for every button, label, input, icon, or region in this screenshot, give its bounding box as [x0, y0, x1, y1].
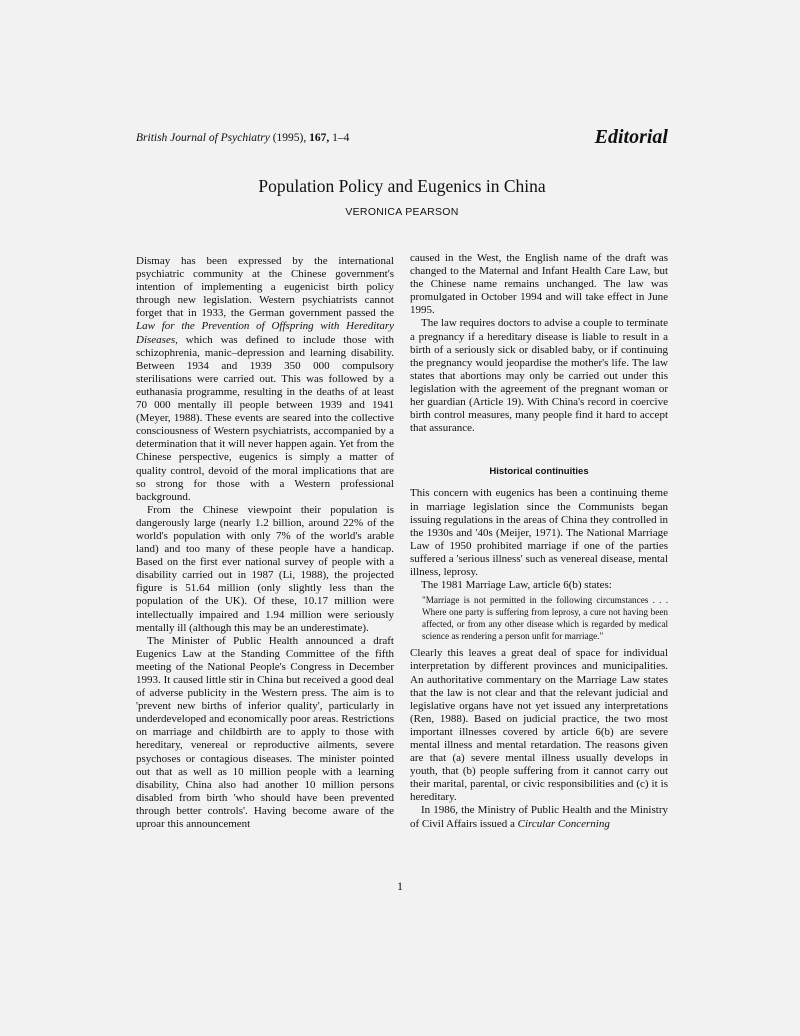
paragraph: caused in the West, the English name of the draft was changed to the Maternal and Infant Health Care Law, but the Chinese name remains unchanged. The law was promulgated in October 1994 and will take effect in June 1995. [410, 252, 668, 317]
page-header [136, 126, 668, 152]
paragraph [410, 804, 668, 830]
paragraph-text: Dismay has been expressed by the international psychiatric community at the Chinese government's intention of implementing a eugenicist birth policy through new legislation. Western psychiatrists cannot forget that in 1933, the German government passed the [136, 255, 394, 320]
right-column [410, 252, 668, 831]
page-number: 1 [397, 879, 403, 893]
paragraph-text: , which was defined to include those with schizophrenia, manic–depression and learning disability. Between 1934 and 1939 350 000 compulsory sterilisations were carried out. This was followed by a euthanasia programme, resulting in the deaths of at least 70 000 mentally ill people between 1939 and 1941 (Meyer, 1988). These events are seared into the collective consciousness of Western psychiatrists, accompanied by a determination that it will never happen again. Yet from the Chinese perspective, eugenics is simply a matter of quality control, devoid of the moral implications that are so strong for those with a Western professional background. [136, 333, 394, 503]
paragraph: This concern with eugenics has been a continuing theme in marriage legislation since the Communists began issuing regulations in the areas of China they controlled in the 1930s and '40s (Meijer, 1971). The National Marriage Law of 1950 prohibited marriage if one of the parties suffered a 'serious illness' such as venereal disease, mental illness, leprosy. [410, 487, 668, 578]
paragraph [136, 255, 394, 504]
journal-pages: 1–4 [332, 132, 350, 144]
block-quote: "Marriage is not permitted in the following circumstances . . . Where one party is suffering from leprosy, a cure not having been affected, or from any other disease which is regarded by medical science as rendering a person unfit for marriage." [422, 595, 668, 641]
journal-name: British Journal of Psychiatry [136, 132, 270, 144]
left-column [136, 255, 394, 831]
paragraph: The law requires doctors to advise a couple to terminate a pregnancy if a hereditary disease is liable to result in a birth of a seriously sick or disabled baby, or if continuing the pregnancy would jeopardise the mother's life. The law states that abortions may only be carried out under this legislation with the agreement of the pregnant woman or her guardian (Article 19). With China's record in coercive birth control measures, many people find it hard to accept that assurance. [410, 317, 668, 435]
paragraph-text: In 1986, the Ministry of Public Health and the Ministry of Civil Affairs issued a [410, 804, 668, 830]
paragraph: The 1981 Marriage Law, article 6(b) states: [421, 579, 612, 592]
section-heading: Historical continuities [489, 466, 589, 478]
paragraph: Clearly this leaves a great deal of space for individual interpretation by different provinces and municipalities. An authoritative commentary on the Marriage Law states that the law is not clear and that the relevant judicial and legislative organs have not yet issued any interpretations (Ren, 1988). Based on judicial practice, the two most important illnesses covered by article 6(b) are severe mental illness and mental retardation. The reasons given are that (a) severe mental illness usually develops in youth, that (b) people suffering from it cannot carry out their marital, parental, or civic responsibilities and (c) it is hereditary. [410, 647, 668, 804]
paragraph: The Minister of Public Health announced a draft Eugenics Law at the Standing Committee of the fifth meeting of the National People's Congress in December 1993. It caused little stir in China but received a good deal of adverse publicity in the Western press. The aim is to 'prevent new births of inferior quality', particularly in underdeveloped and economically poor areas. Restrictions on marriage and childbirth are to apply to those with hereditary, venereal or reproductive ailments, severe psychoses or contagious diseases. The minister pointed out that as well as 10 million people with a learning disability, China also had another 10 million persons disabled from birth 'who should have been prevented through better controls'. Having become aware of the uproar this announcement [136, 634, 394, 831]
law-title: Law for the Prevention of Offspring with Hereditary Diseases [136, 320, 394, 346]
article-author: VERONICA PEARSON [345, 206, 459, 218]
journal-year: (1995), [272, 132, 307, 144]
paragraph: From the Chinese viewpoint their population is dangerously large (nearly 1.2 billion, around 22% of the world's population with only 7% of the world's arable land) and too many of these people have a handicap. Based on the first ever national survey of people with a disability carried out in 1987 (Li, 1988), the projected figure is 51.64 million (only slightly less than the population of the UK). Of these, 10.17 million were intellectually impaired and 1.94 million were seriously mentally ill (although this may be an underestimate). [136, 503, 394, 634]
section-label: Editorial [594, 126, 668, 148]
circular-title: Circular Concerning [517, 817, 610, 830]
journal-citation [136, 132, 349, 144]
journal-volume: 167, [309, 132, 330, 144]
article-title: Population Policy and Eugenics in China [258, 176, 546, 196]
